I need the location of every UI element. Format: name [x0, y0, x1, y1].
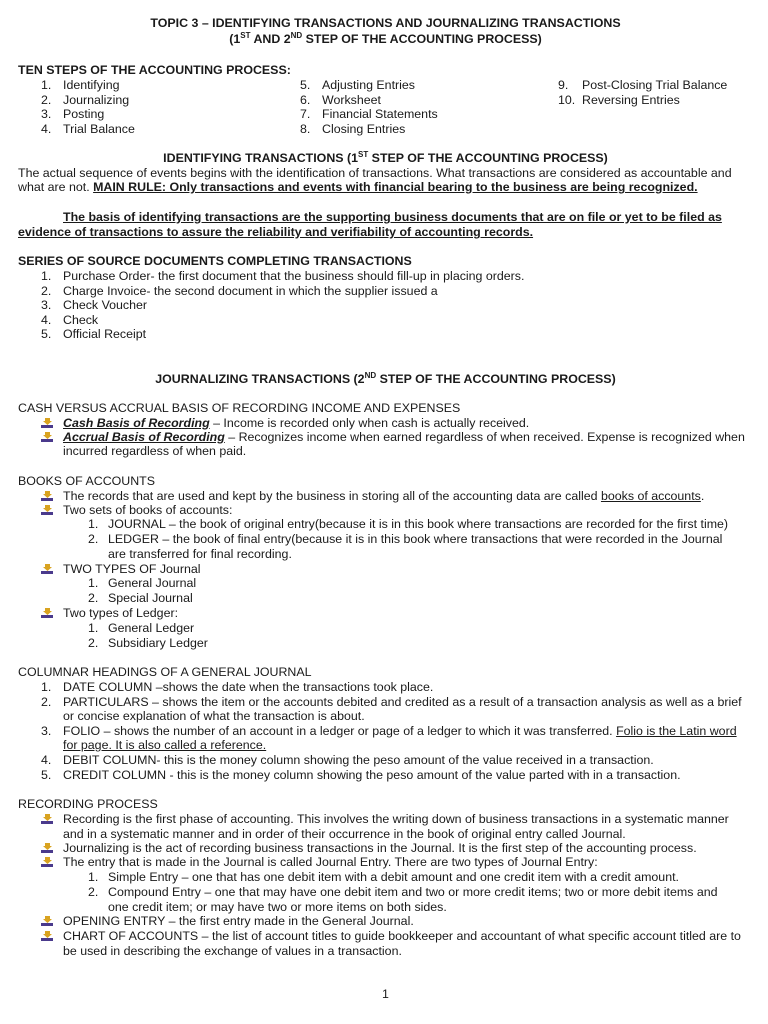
basis-statement-line: The basis of identifying transactions are the supporting business documents that are on file or yet to be filed as — [63, 210, 722, 224]
series-number: 5. — [41, 327, 52, 342]
sub-item-continued: are transferred for final recording. — [108, 547, 292, 561]
step-label: Closing Entries — [322, 121, 406, 136]
text: The records that are used and kept by the business in storing all of the accounting data are called — [63, 489, 601, 503]
columnar-heading: COLUMNAR HEADINGS OF A GENERAL JOURNAL — [18, 665, 312, 679]
page-title: TOPIC 3 – IDENTIFYING TRANSACTIONS AND JOURNALIZING TRANSACTIONS — [150, 16, 621, 30]
sub-item-number: 1. — [88, 621, 99, 635]
series-item: Purchase Order- the first document that the business should fill-up in placing orders. — [63, 269, 525, 283]
step-label: Adjusting Entries — [322, 78, 415, 92]
accrual-basis-item — [63, 430, 745, 445]
bullet-icon — [41, 563, 54, 575]
cash-basis-item — [63, 416, 529, 431]
text: . — [700, 489, 705, 503]
books-heading: BOOKS OF ACCOUNTS — [18, 474, 156, 488]
recording-item-continued: and in a systematic manner and in order of their occurrence in the book of original entry called Journal. — [63, 827, 626, 841]
sub-item: General Journal — [108, 576, 197, 590]
series-item: Charge Invoice- the second document in which the supplier issued a — [63, 283, 438, 298]
recording-item: The entry that is made in the Journal is called Journal Entry. There are two types of Journal Entry: — [63, 855, 598, 869]
ten-steps-heading: TEN STEPS OF THE ACCOUNTING PROCESS: — [18, 63, 291, 77]
bullet-icon — [41, 490, 54, 502]
main-rule: MAIN RULE: Only transactions and events with financial bearing to the business are being recognized. — [93, 180, 698, 194]
books-item: Two sets of books of accounts: — [63, 503, 233, 517]
sub-item: Simple Entry – one that has one debit item with a debit amount and one credit item with a credit amount. — [108, 870, 679, 884]
step-number: 8. — [300, 121, 311, 136]
step-label: Journalizing — [63, 92, 130, 107]
step-label: Post-Closing Trial Balance — [582, 78, 728, 92]
heading-sup: ST — [358, 149, 369, 159]
step-number: 2. — [41, 92, 52, 107]
identifying-heading — [18, 151, 753, 166]
page-number: 1 — [382, 987, 389, 1001]
bullet-icon — [41, 915, 54, 927]
heading-part: IDENTIFYING TRANSACTIONS (1 — [163, 151, 358, 165]
bullet-icon — [41, 417, 54, 429]
recording-item: Recording is the first phase of accounting. This involves the writing down of business transactions in a systematic manner — [63, 812, 729, 826]
sub-item: Subsidiary Ledger — [108, 636, 208, 650]
sub-item-number: 2. — [88, 636, 99, 650]
text: books of accounts — [600, 489, 701, 503]
columnar-item: PARTICULARS – shows the item or the accounts debited and credited as a result of a transaction analysis as well as a brief — [63, 695, 742, 709]
step-number: 1. — [41, 78, 52, 92]
step-number: 6. — [300, 92, 311, 107]
journalizing-heading — [18, 372, 753, 387]
series-item: Check — [63, 312, 99, 327]
step-label: Trial Balance — [63, 121, 135, 136]
sub-item-number: 2. — [88, 885, 99, 899]
recording-item: OPENING ENTRY – the first entry made in the General Journal. — [63, 914, 414, 928]
heading-part: STEP OF THE ACCOUNTING PROCESS) — [368, 151, 608, 165]
bullet-icon — [41, 504, 54, 516]
subtitle-sup: ST — [240, 30, 251, 40]
columnar-item-continued: or concise explanation of what the transaction is about. — [63, 709, 365, 723]
sub-item-number: 1. — [88, 870, 99, 884]
list-number: 1. — [41, 680, 52, 694]
bullet-icon — [41, 842, 54, 854]
columnar-item: CREDIT COLUMN - this is the money column showing the peso amount of the value parted with in a transaction. — [63, 768, 681, 782]
step-label: Reversing Entries — [582, 92, 680, 107]
accrual-basis-continued: incurred regardless of when paid. — [63, 444, 247, 458]
bullet-icon — [41, 431, 54, 443]
heading-sup: ND — [364, 370, 377, 380]
columnar-item-continued: for page. It is also called a reference. — [63, 738, 267, 752]
series-number: 1. — [41, 269, 52, 283]
step-number: 9. — [558, 78, 569, 92]
basis-statement-line: evidence of transactions to assure the reliability and verifiability of accounting records. — [18, 225, 534, 239]
recording-heading: RECORDING PROCESS — [18, 797, 158, 811]
series-item: Official Receipt — [63, 327, 147, 342]
sub-item: Special Journal — [108, 591, 193, 605]
books-item: TWO TYPES OF Journal — [63, 562, 201, 576]
identifying-paragraph-line: The actual sequence of events begins with the identification of transactions. What transactions are considered as accountable and — [18, 166, 732, 180]
term: Cash Basis of Recording — [63, 416, 210, 430]
sub-item: JOURNAL – the book of original entry(because it is in this book where transactions are recorded for the first time) — [108, 517, 729, 531]
step-label: Worksheet — [322, 92, 381, 107]
heading-part: STEP OF THE ACCOUNTING PROCESS) — [376, 372, 616, 386]
sub-item: General Ledger — [108, 621, 195, 635]
series-number: 3. — [41, 298, 52, 313]
books-item — [63, 489, 704, 504]
bullet-icon — [41, 856, 54, 868]
sub-item-number: 1. — [88, 576, 99, 590]
step-number: 10. — [558, 92, 576, 107]
step-number: 5. — [300, 78, 311, 92]
bullet-icon — [41, 607, 54, 619]
list-number: 3. — [41, 724, 52, 738]
series-number: 2. — [41, 283, 52, 298]
page-subtitle — [18, 32, 753, 47]
step-label: Identifying — [63, 78, 120, 92]
bullet-icon — [41, 813, 54, 825]
heading-part: JOURNALIZING TRANSACTIONS (2 — [155, 372, 365, 386]
step-label: Financial Statements — [322, 107, 438, 122]
term: Accrual Basis of Recording — [63, 430, 225, 444]
series-number: 4. — [41, 312, 52, 327]
definition: – Income is recorded only when cash is actually received. — [209, 416, 530, 430]
text: FOLIO – shows the number of an account in a ledger or page of a ledger to which it was transferred. — [63, 724, 617, 738]
sub-item: Compound Entry – one that may have one debit item and two or more credit items; two or more debit items and — [108, 885, 718, 899]
series-item: Check Voucher — [63, 298, 148, 313]
subtitle-part: AND 2 — [250, 32, 291, 46]
identifying-paragraph-line — [18, 180, 753, 195]
series-heading: SERIES OF SOURCE DOCUMENTS COMPLETING TRANSACTIONS — [18, 254, 412, 268]
subtitle-part: STEP OF THE ACCOUNTING PROCESS) — [302, 32, 542, 46]
recording-item-continued: be used in describing the exchange of values in a transaction. — [63, 944, 402, 958]
columnar-item: DATE COLUMN –shows the date when the transactions took place. — [63, 680, 434, 694]
step-number: 7. — [300, 107, 311, 122]
books-item: Two types of Ledger: — [63, 606, 179, 620]
subtitle-sup: ND — [290, 30, 303, 40]
subtitle-part: (1 — [229, 32, 241, 46]
list-number: 5. — [41, 768, 52, 782]
recording-item: CHART OF ACCOUNTS – the list of account titles to guide bookkeeper and accountant of what specific account titled are to — [63, 929, 741, 943]
bullet-icon — [41, 930, 54, 942]
step-number: 4. — [41, 121, 52, 136]
step-number: 3. — [41, 107, 52, 122]
list-number: 2. — [41, 695, 52, 709]
recording-item: Journalizing is the act of recording business transactions in the Journal. It is the first step of the accounting process. — [63, 841, 697, 855]
columnar-item — [63, 724, 737, 739]
step-label: Posting — [63, 107, 105, 122]
definition: – Recognizes income when earned regardless of when received. Expense is recognized when — [224, 430, 745, 444]
text: Folio is the Latin word — [616, 724, 737, 738]
sub-item-number: 1. — [88, 517, 99, 531]
sub-item-number: 2. — [88, 591, 99, 605]
paragraph-text: what are not. — [18, 180, 94, 194]
list-number: 4. — [41, 753, 52, 767]
cash-accrual-heading: CASH VERSUS ACCRUAL BASIS OF RECORDING INCOME AND EXPENSES — [18, 401, 461, 415]
sub-item-continued: one credit item; or may have two or more items on both sides. — [108, 900, 447, 914]
sub-item-number: 2. — [88, 532, 99, 546]
columnar-item: DEBIT COLUMN- this is the money column showing the peso amount of the value received in a transaction. — [63, 753, 654, 767]
sub-item: LEDGER – the book of final entry(because it is in this book where transactions that were recorded in the Journal — [108, 532, 723, 546]
